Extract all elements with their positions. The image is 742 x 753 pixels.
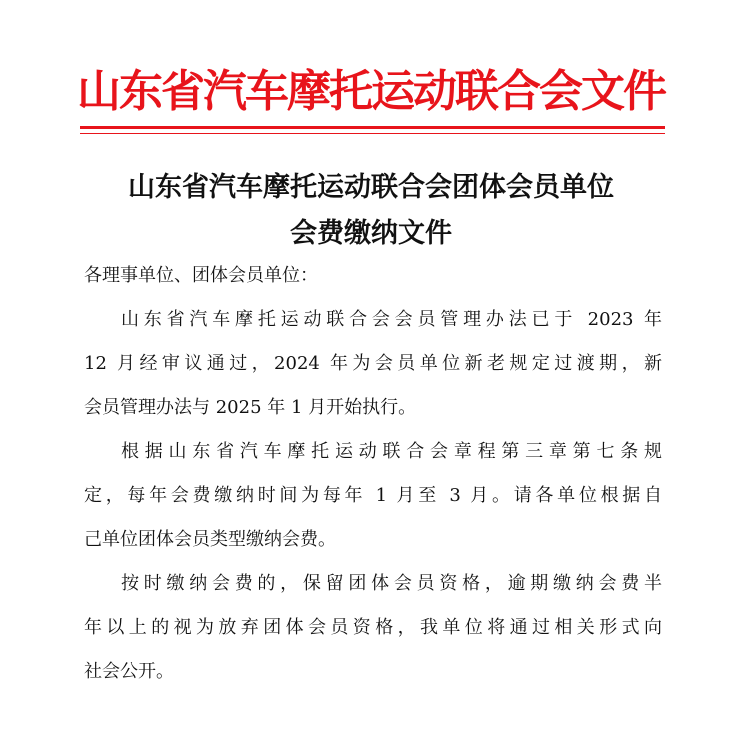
paragraph-1-line-1: 山东省汽车摩托运动联合会会员管理办法已于 2023 年 xyxy=(121,309,662,330)
document-title-line-2: 会费缴纳文件 xyxy=(290,218,452,249)
paragraph-2-line-2: 定，每年会费缴纳时间为每年 1 月至 3 月。请各单位根据自 xyxy=(84,485,662,506)
letterhead-rule-thick xyxy=(80,126,665,129)
paragraph-3-line-3: 社会公开。 xyxy=(84,661,174,682)
paragraph-2-line-3: 己单位团体会员类型缴纳会费。 xyxy=(84,529,336,550)
salutation: 各理事单位、团体会员单位： xyxy=(84,265,318,286)
letterhead-title: 山东省汽车摩托运动联合会文件 xyxy=(77,66,665,117)
paragraph-2-line-1: 根据山东省汽车摩托运动联合会章程第三章第七条规 xyxy=(121,441,662,462)
paragraph-1-line-2: 12 月经审议通过，2024 年为会员单位新老规定过渡期，新 xyxy=(84,353,662,374)
paragraph-1-line-3: 会员管理办法与 2025 年 1 月开始执行。 xyxy=(84,397,417,418)
paragraph-3-line-2: 年以上的视为放弃团体会员资格，我单位将通过相关形式向 xyxy=(84,617,662,638)
document-title-line-1: 山东省汽车摩托运动联合会团体会员单位 xyxy=(128,172,614,203)
letterhead-rule-thin xyxy=(80,133,665,134)
paragraph-3-line-1: 按时缴纳会费的，保留团体会员资格，逾期缴纳会费半 xyxy=(121,573,662,594)
